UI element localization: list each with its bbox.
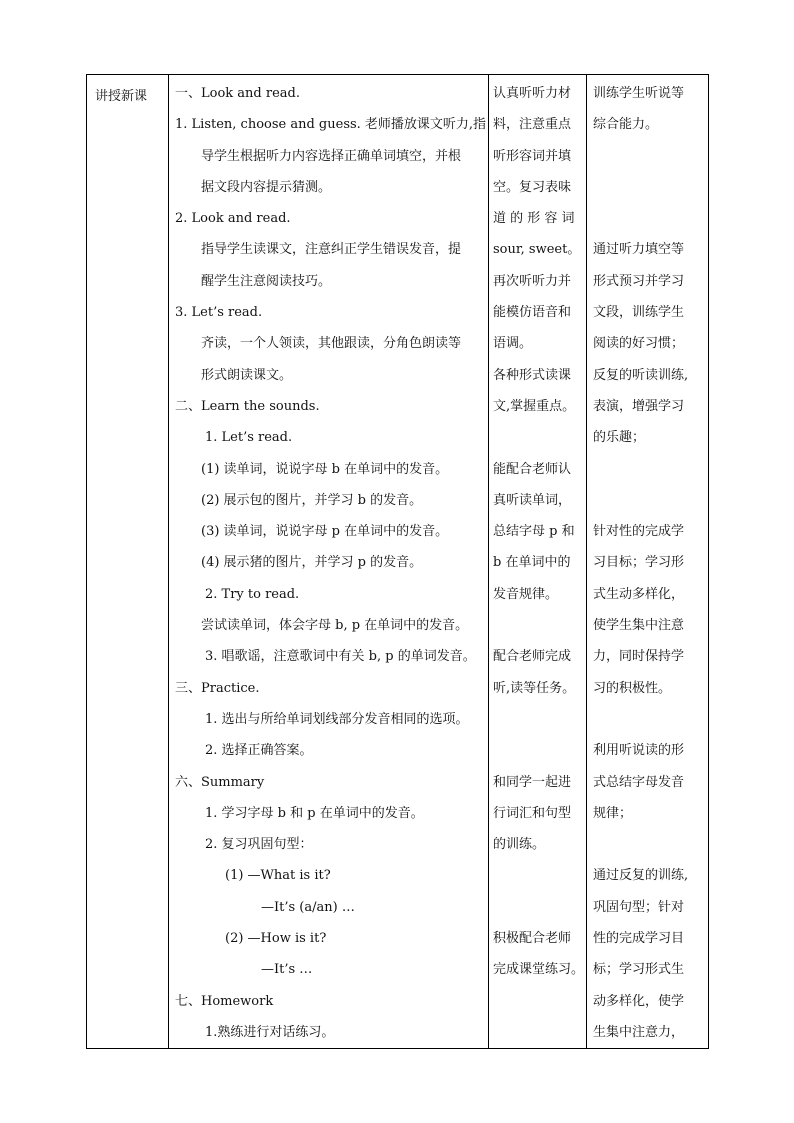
purpose-line: [593, 172, 708, 203]
design-purpose-lines: [587, 75, 708, 1048]
student-line: b 在单词中的: [493, 555, 571, 571]
teacher-activity-lines: [169, 75, 488, 1048]
teacher-line: 3. Let’s read.: [175, 305, 263, 321]
student-line: 行词汇和句型: [493, 805, 572, 821]
student-line: [493, 860, 586, 891]
purpose-line: 巩固句型；针对: [593, 899, 685, 915]
student-line: 再次听听力并: [493, 273, 572, 289]
purpose-line: 习目标；学习形: [593, 555, 685, 571]
student-line: 能模仿语音和: [493, 305, 572, 321]
teacher-line: 一、Look and read.: [175, 86, 300, 101]
purpose-line: 式总结字母发音: [593, 774, 685, 790]
student-line: 各种形式读课: [493, 367, 572, 383]
section-label: 讲授新课: [95, 89, 148, 104]
teacher-line: 2. Try to read.: [205, 586, 300, 602]
teacher-line: 2. 选择正确答案。: [205, 743, 313, 759]
purpose-line: 规律；: [593, 805, 633, 821]
student-line: 总结字母 p 和: [493, 524, 575, 540]
student-line: sour, sweet。: [493, 242, 581, 258]
purpose-line: 表演，增强学习: [593, 398, 685, 414]
teacher-line: 2. Look and read.: [175, 211, 291, 227]
purpose-line: 的乐趣；: [593, 430, 646, 446]
purpose-line: 习的积极性。: [593, 680, 672, 696]
purpose-line: 使学生集中注意: [593, 618, 685, 634]
teacher-line: 1. 选出与所给单词划线部分发音相同的选项。: [205, 711, 469, 727]
student-line: 语调。: [493, 336, 533, 352]
teacher-line: 齐读，一个人领读，其他跟读，分角色朗读等: [201, 336, 462, 352]
purpose-line: 标；学习形式生: [593, 962, 685, 978]
table-row: [87, 75, 709, 1049]
purpose-line: 通过反复的训练,: [593, 868, 689, 884]
purpose-line: 力，同时保持学: [593, 649, 685, 665]
student-line: [493, 704, 586, 735]
student-line: [493, 422, 586, 453]
design-purpose-cell: [587, 75, 709, 1049]
teacher-line: —It’s (a/an) …: [261, 899, 355, 915]
student-line: 能配合老师认: [493, 461, 572, 477]
purpose-line: 性的完成学习目: [593, 931, 685, 947]
student-line: 发音规律。: [493, 586, 559, 602]
student-line: 听,读等任务。: [493, 680, 576, 696]
teacher-line: 七、Homework: [175, 993, 274, 1009]
purpose-line: 反复的听读训练,: [593, 367, 689, 383]
teacher-line: 三、Practice.: [175, 680, 260, 696]
purpose-line: [593, 704, 708, 735]
teacher-line: 形式朗读课文。: [201, 367, 293, 383]
teacher-line: 1. 学习字母 b 和 p 在单词中的发音。: [205, 805, 424, 821]
student-line: [493, 892, 586, 923]
teacher-line: 二、Learn the sounds.: [175, 398, 320, 414]
teacher-line: 1. Listen, choose and guess. 老师播放课文听力,指: [175, 117, 487, 133]
teacher-line: (3) 读单词，说说字母 p 在单词中的发音。: [201, 524, 449, 540]
purpose-line: 动多样化，使学: [593, 993, 685, 1009]
student-line: 积极配合老师: [493, 931, 572, 947]
purpose-line: 阅读的好习惯；: [593, 336, 685, 352]
teacher-line: 据文段内容提示猜测。: [201, 179, 332, 195]
purpose-line: 生集中注意力，: [593, 1024, 685, 1040]
student-line: 空。复习表味: [493, 179, 572, 195]
teacher-line: 1.熟练进行对话练习。: [205, 1024, 335, 1040]
section-label-cell: [87, 75, 169, 1049]
teacher-line: 醒学生注意阅读技巧。: [201, 273, 332, 289]
student-line: 认真听听力材: [493, 86, 572, 101]
purpose-line: 通过听力填空等: [593, 242, 685, 258]
student-line: [493, 735, 586, 766]
student-line: 配合老师完成: [493, 649, 572, 665]
student-line: 道 的 形 容 词: [493, 211, 575, 227]
student-activity-lines: [489, 75, 586, 986]
purpose-line: [593, 141, 708, 172]
teacher-line: 2. 复习巩固句型：: [205, 837, 313, 853]
teacher-line: —It’s …: [261, 962, 313, 978]
teacher-line: (1) —What is it?: [225, 868, 331, 884]
teacher-line: (1) 读单词，说说字母 b 在单词中的发音。: [201, 461, 449, 477]
teacher-line: 六、Summary: [175, 774, 265, 790]
lesson-plan-table: [86, 74, 709, 1049]
purpose-line: 式生动多样化，: [593, 586, 685, 602]
purpose-line: [593, 454, 708, 485]
teacher-line: 导学生根据听力内容选择正确单词填空，并根: [201, 148, 462, 164]
purpose-line: 利用听说读的形: [593, 743, 685, 759]
purpose-line: 文段，训练学生: [593, 305, 685, 321]
teacher-line: (2) —How is it?: [225, 931, 327, 947]
student-line: 真听读单词，: [493, 492, 572, 508]
purpose-line: 训练学生听说等: [593, 86, 685, 101]
teacher-line: (2) 展示包的图片，并学习 b 的发音。: [201, 492, 423, 508]
purpose-line: 综合能力。: [593, 117, 659, 133]
teacher-line: 尝试读单词，体会字母 b, p 在单词中的发音。: [201, 618, 469, 634]
student-activity-cell: [489, 75, 587, 1049]
purpose-line: [593, 485, 708, 516]
purpose-line: [593, 203, 708, 234]
purpose-line: 针对性的完成学: [593, 524, 685, 540]
teacher-activity-cell: [169, 75, 489, 1049]
teacher-line: 指导学生读课文，注意纠正学生错误发音，提: [201, 242, 462, 258]
student-line: 和同学一起进: [493, 774, 572, 790]
student-line: 听形容词并填: [493, 148, 572, 164]
purpose-line: [593, 829, 708, 860]
student-line: [493, 610, 586, 641]
student-line: 完成课堂练习。: [493, 962, 585, 978]
student-line: 文,掌握重点。: [493, 398, 576, 414]
teacher-line: 1. Let’s read.: [205, 430, 293, 446]
teacher-line: 3. 唱歌谣，注意歌词中有关 b, p 的单词发音。: [205, 649, 476, 665]
teacher-line: (4) 展示猪的图片，并学习 p 的发音。: [201, 555, 423, 571]
purpose-line: 形式预习并学习: [593, 273, 685, 289]
student-line: 料，注意重点: [493, 117, 572, 133]
student-line: 的训练。: [493, 837, 546, 853]
